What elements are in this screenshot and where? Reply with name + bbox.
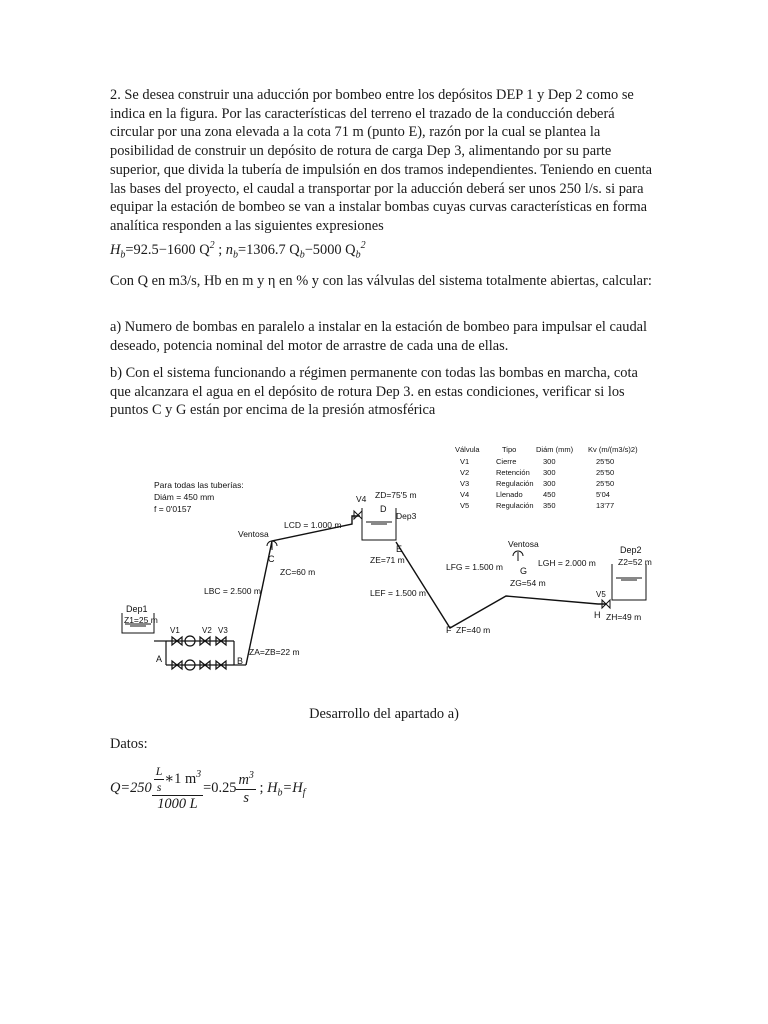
- ventosa2-label: Ventosa: [508, 539, 539, 549]
- hb-eq: =H: [282, 779, 303, 796]
- datos-sep: ;: [255, 779, 268, 796]
- v4-label: V4: [356, 494, 367, 504]
- pump-manifold: [154, 636, 246, 670]
- lfg-label: LFG = 1.500 m: [446, 562, 503, 572]
- vt-cell: Retención: [496, 468, 530, 477]
- point-g: G: [520, 566, 528, 576]
- zh-label: ZH=49 m: [606, 612, 642, 622]
- dep3-tank: [354, 508, 396, 540]
- valve-table: [455, 445, 638, 510]
- point-d: D: [380, 504, 387, 514]
- flow-equation: [110, 764, 305, 813]
- v3-label: V3: [218, 626, 228, 635]
- dep2-label: Dep2: [620, 545, 642, 555]
- vt-cell: 5'04: [596, 490, 610, 499]
- q-lhs: Q=250: [110, 779, 152, 796]
- eq-nb-exp: 2: [360, 240, 366, 251]
- vt-cell: V4: [460, 490, 470, 499]
- eq-nb: n: [225, 241, 233, 258]
- flow-fraction: [152, 764, 203, 813]
- eq-hb-rhs: =92.5−1600 Q: [125, 241, 210, 258]
- ze-label: ZE=71 m: [370, 555, 405, 565]
- eq-hb: H: [110, 241, 121, 258]
- z2-label: Z2=52 m: [618, 557, 652, 567]
- unit-s: s: [243, 789, 249, 806]
- dep1-label: Dep1: [126, 604, 148, 614]
- point-e: E: [396, 544, 403, 554]
- dep3-label: Dep3: [396, 511, 417, 521]
- point-f: F: [446, 625, 452, 635]
- vt-h2: Diám (mm): [536, 445, 574, 454]
- point-c: C: [268, 554, 275, 564]
- all-pipes-f: f = 0'0157: [154, 504, 192, 514]
- all-pipes-title: Para todas las tuberías:: [154, 480, 244, 490]
- ventosa-g: [513, 551, 523, 561]
- v2-label: V2: [202, 626, 212, 635]
- zc-label: ZC=60 m: [280, 567, 316, 577]
- pipeline-diagram: [112, 436, 657, 666]
- vt-cell: 300: [543, 468, 556, 477]
- unit-m: m: [238, 771, 249, 788]
- part-a-paragraph: a) Numero de bombas en paralelo a instalar en la estación de bombeo para impulsar el caudal deseado, potencia nominal del motor de arrastre de cada una de ellas.: [110, 319, 648, 354]
- frac-l: L: [155, 764, 163, 778]
- hb-sub: b: [277, 787, 283, 799]
- eq-nb-sub2: b: [299, 249, 305, 261]
- all-pipes-note: [154, 480, 244, 514]
- vt-cell: Regulación: [496, 501, 534, 510]
- vt-h1: Tipo: [502, 445, 517, 454]
- vt-cell: 350: [543, 501, 556, 510]
- q-eq: =0.25: [203, 779, 237, 796]
- problem-intro: 2. Se desea construir una aducción por bombeo entre los depósitos DEP 1 y Dep 2 como se indica en la figura. Por las características del terreno el trazado de la conducción deberá circular por una zona elevada a la cota 71 m (punto E), razón por la cual se plantea la posibilidad de construir un depósito de rotura de carga Dep 3, alimentando por su parte superior, que divida la tubería de impulsión en dos tramos independientes. Teniendo en cuenta las bases del proyecto, el caudal a transportar por la aducción deberá ser unos 250 l/s. si para equipar la estación de bombeo se van a instalar bombas cuyas curvas características en forma analítica responden a las siguientes expresiones: [110, 87, 653, 234]
- v5-label: V5: [596, 590, 606, 599]
- datos-label: Datos:: [110, 736, 148, 752]
- lef-label: LEF = 1.500 m: [370, 588, 426, 598]
- z1-label: Z1=25 m: [124, 615, 158, 625]
- eq-sep: ;: [214, 241, 226, 258]
- section-caption: Desarrollo del apartado a): [309, 706, 459, 722]
- vt-h3: Kv (m/(m3/s)2): [588, 445, 638, 454]
- hb-h: H: [267, 779, 278, 796]
- vt-cell: 13'77: [596, 501, 615, 510]
- vt-cell: V2: [460, 468, 470, 477]
- units-paragraph: Con Q en m3/s, Hb en m y η en % y con las válvulas del sistema totalmente abiertas, calcular:: [110, 273, 652, 289]
- vt-cell: 25'50: [596, 479, 615, 488]
- lbc-label: LBC = 2.500 m: [204, 586, 261, 596]
- eq-nb-rhs2: −5000 Q: [304, 241, 356, 258]
- frac-rest: ∗1 m: [164, 770, 197, 787]
- vt-cell: 25'50: [596, 468, 615, 477]
- all-pipes-diam: Diám = 450 mm: [154, 492, 215, 502]
- eq-nb-sub3: b: [355, 249, 361, 261]
- vt-h0: Válvula: [455, 445, 480, 454]
- ventosa-c: [267, 541, 277, 550]
- vt-cell: 25'50: [596, 457, 615, 466]
- frac-den: 1000 L: [157, 796, 198, 812]
- eq-hb-exp: 2: [209, 240, 215, 251]
- vt-cell: 450: [543, 490, 556, 499]
- v1-label: V1: [170, 626, 180, 635]
- unit-fraction: [236, 770, 255, 807]
- lgh-label: LGH = 2.000 m: [538, 558, 596, 568]
- zab-label: ZA=ZB=22 m: [249, 647, 300, 657]
- vt-cell: V1: [460, 457, 470, 466]
- vt-cell: 300: [543, 479, 556, 488]
- vt-cell: V3: [460, 479, 470, 488]
- vt-cell: Llenado: [496, 490, 523, 499]
- lcd-label: LCD = 1.000 m: [284, 520, 342, 530]
- vt-cell: Regulación: [496, 479, 534, 488]
- eq-hb-sub: b: [120, 249, 126, 261]
- vt-cell: 300: [543, 457, 556, 466]
- frac-exp: 3: [196, 769, 202, 781]
- dep2-tank: [602, 564, 646, 608]
- hf-sub: f: [302, 787, 306, 799]
- ventosa1-label: Ventosa: [238, 529, 269, 539]
- unit-exp: 3: [248, 770, 254, 782]
- point-h: H: [594, 610, 601, 620]
- zd-label: ZD=75'5 m: [375, 490, 417, 500]
- eq-nb-sub: b: [233, 249, 238, 261]
- zg-label: ZG=54 m: [510, 578, 546, 588]
- eq-nb-rhs: =1306.7 Q: [238, 241, 300, 258]
- part-b-paragraph: b) Con el sistema funcionando a régimen permanente con todas las bombas en marcha, cota que alcanzara el agua en el depósito de rotura Dep 3. en estas condiciones, verificar si los puntos C y G están por encima de la presión atmosférica: [110, 365, 638, 419]
- vt-cell: V5: [460, 501, 470, 510]
- zf-label: ZF=40 m: [456, 625, 491, 635]
- pipe-efgh: [396, 542, 606, 628]
- vt-cell: Cierre: [496, 457, 517, 466]
- frac-s: s: [156, 780, 162, 794]
- point-a: A: [156, 654, 163, 664]
- point-b: B: [237, 656, 244, 666]
- pump-equation: [110, 240, 366, 261]
